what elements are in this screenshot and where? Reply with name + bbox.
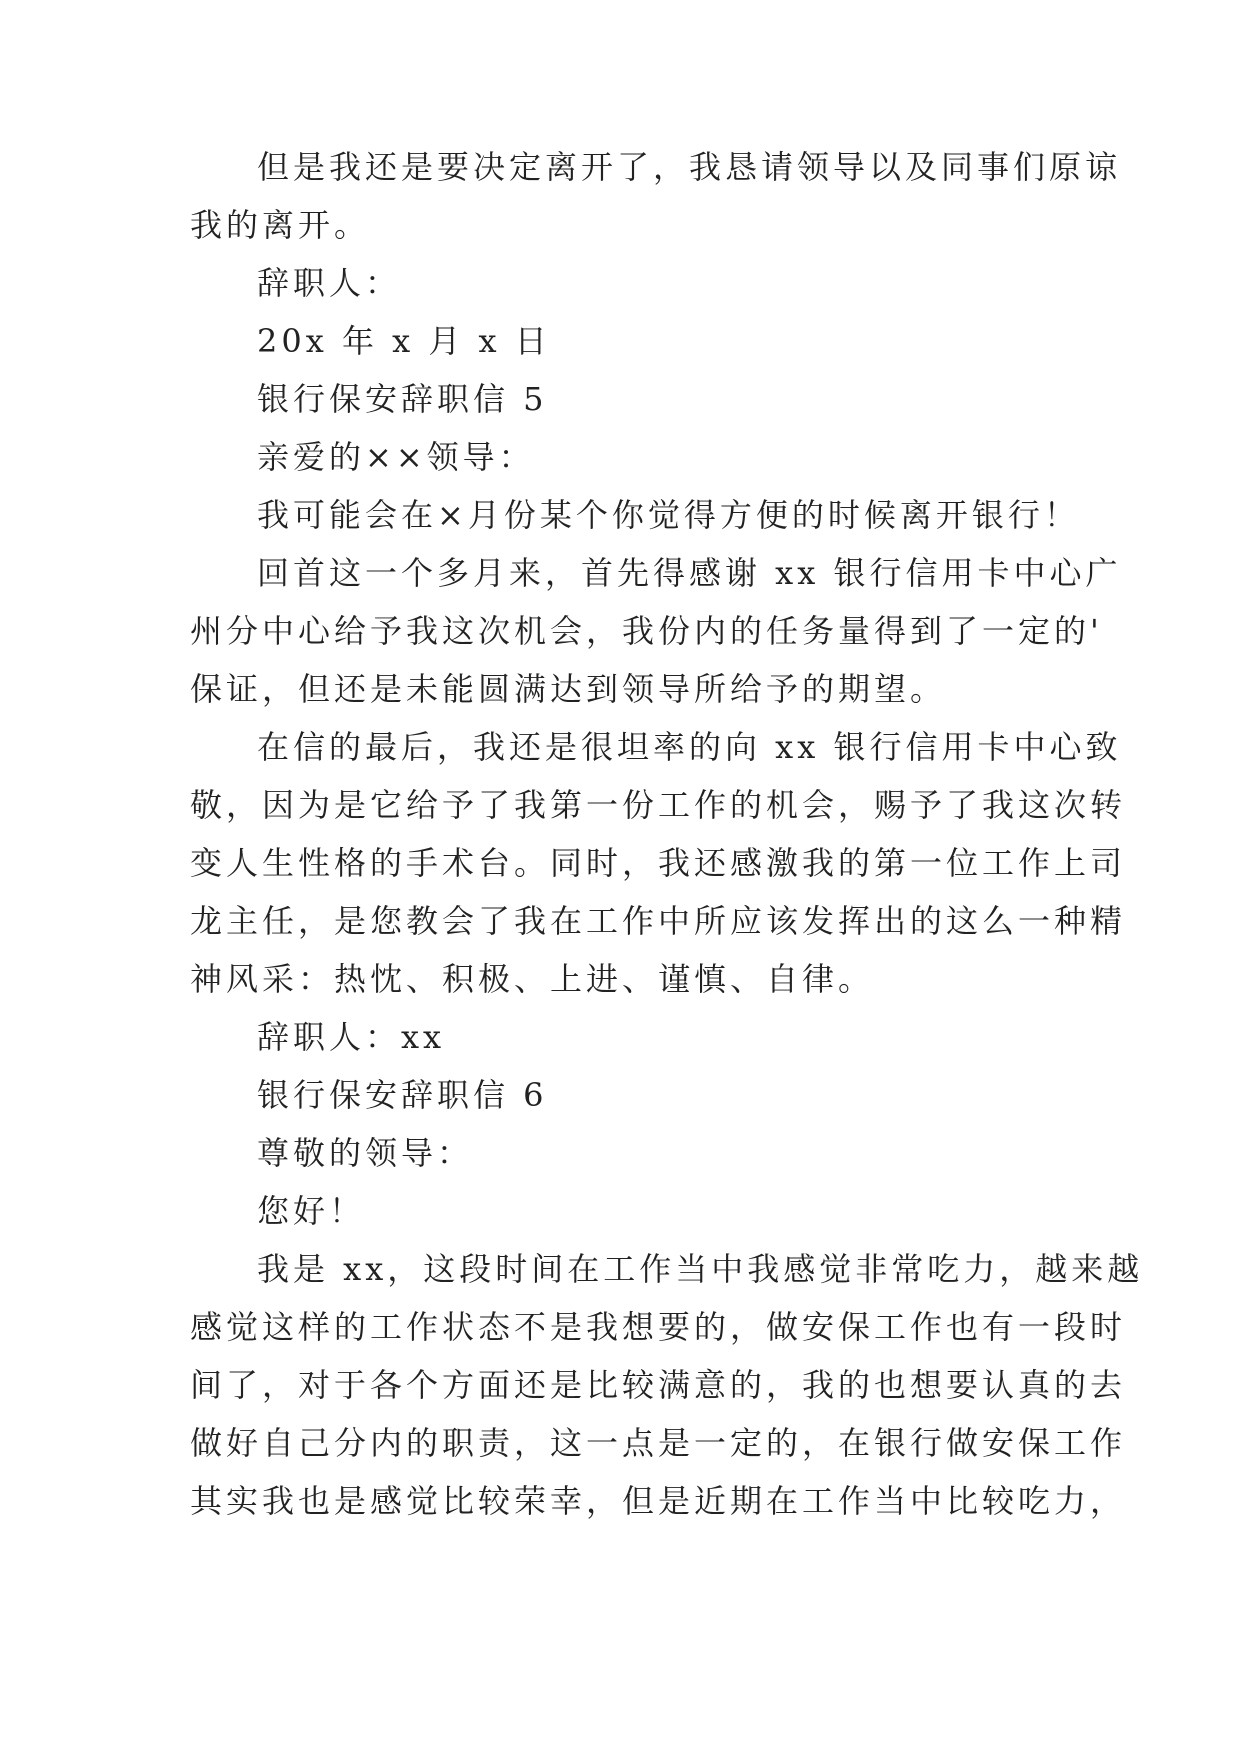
paragraph-line: 我是 xx，这段时间在工作当中我感觉非常吃力，越来越 — [257, 1250, 1144, 1288]
paragraph-line: 保证，但还是未能圆满达到领导所给予的期望。 — [190, 670, 947, 708]
paragraph-line: 神风采：热忱、积极、上进、谨慎、自律。 — [190, 960, 875, 998]
paragraph-line: 回首这一个多月来，首先得感谢 xx 银行信用卡中心广 — [257, 554, 1122, 592]
section-title: 银行保安辞职信 6 — [257, 1076, 548, 1114]
greeting: 您好！ — [257, 1192, 366, 1230]
paragraph-line: 敬，因为是它给予了我第一份工作的机会，赐予了我这次转 — [190, 786, 1127, 824]
paragraph-line: 我的离开。 — [190, 206, 371, 244]
date-line: 20x 年 x 月 x 日 — [257, 322, 551, 360]
signature-label: 辞职人： — [257, 264, 402, 302]
paragraph-line: 州分中心给予我这次机会，我份内的任务量得到了一定的' — [190, 612, 1103, 650]
paragraph-line: 间了，对于各个方面还是比较满意的，我的也想要认真的去 — [190, 1366, 1127, 1404]
paragraph-line: 变人生性格的手术台。同时，我还感激我的第一位工作上司 — [190, 844, 1127, 882]
section-title: 银行保安辞职信 5 — [257, 380, 548, 418]
paragraph-line: 在信的最后，我还是很坦率的向 xx 银行信用卡中心致 — [257, 728, 1122, 766]
signature-label: 辞职人：xx — [257, 1018, 446, 1056]
paragraph-line: 其实我也是感觉比较荣幸，但是近期在工作当中比较吃力， — [190, 1482, 1127, 1520]
salutation: 亲爱的××领导： — [257, 438, 535, 476]
paragraph-line: 龙主任，是您教会了我在工作中所应该发挥出的这么一种精 — [190, 902, 1127, 940]
paragraph-line: 我可能会在×月份某个你觉得方便的时候离开银行！ — [257, 496, 1080, 534]
paragraph-line: 做好自己分内的职责，这一点是一定的，在银行做安保工作 — [190, 1424, 1127, 1462]
salutation: 尊敬的领导： — [257, 1134, 474, 1172]
paragraph-line: 但是我还是要决定离开了，我恳请领导以及同事们原谅 — [257, 148, 1122, 186]
paragraph-line: 感觉这样的工作状态不是我想要的，做安保工作也有一段时 — [190, 1308, 1127, 1346]
